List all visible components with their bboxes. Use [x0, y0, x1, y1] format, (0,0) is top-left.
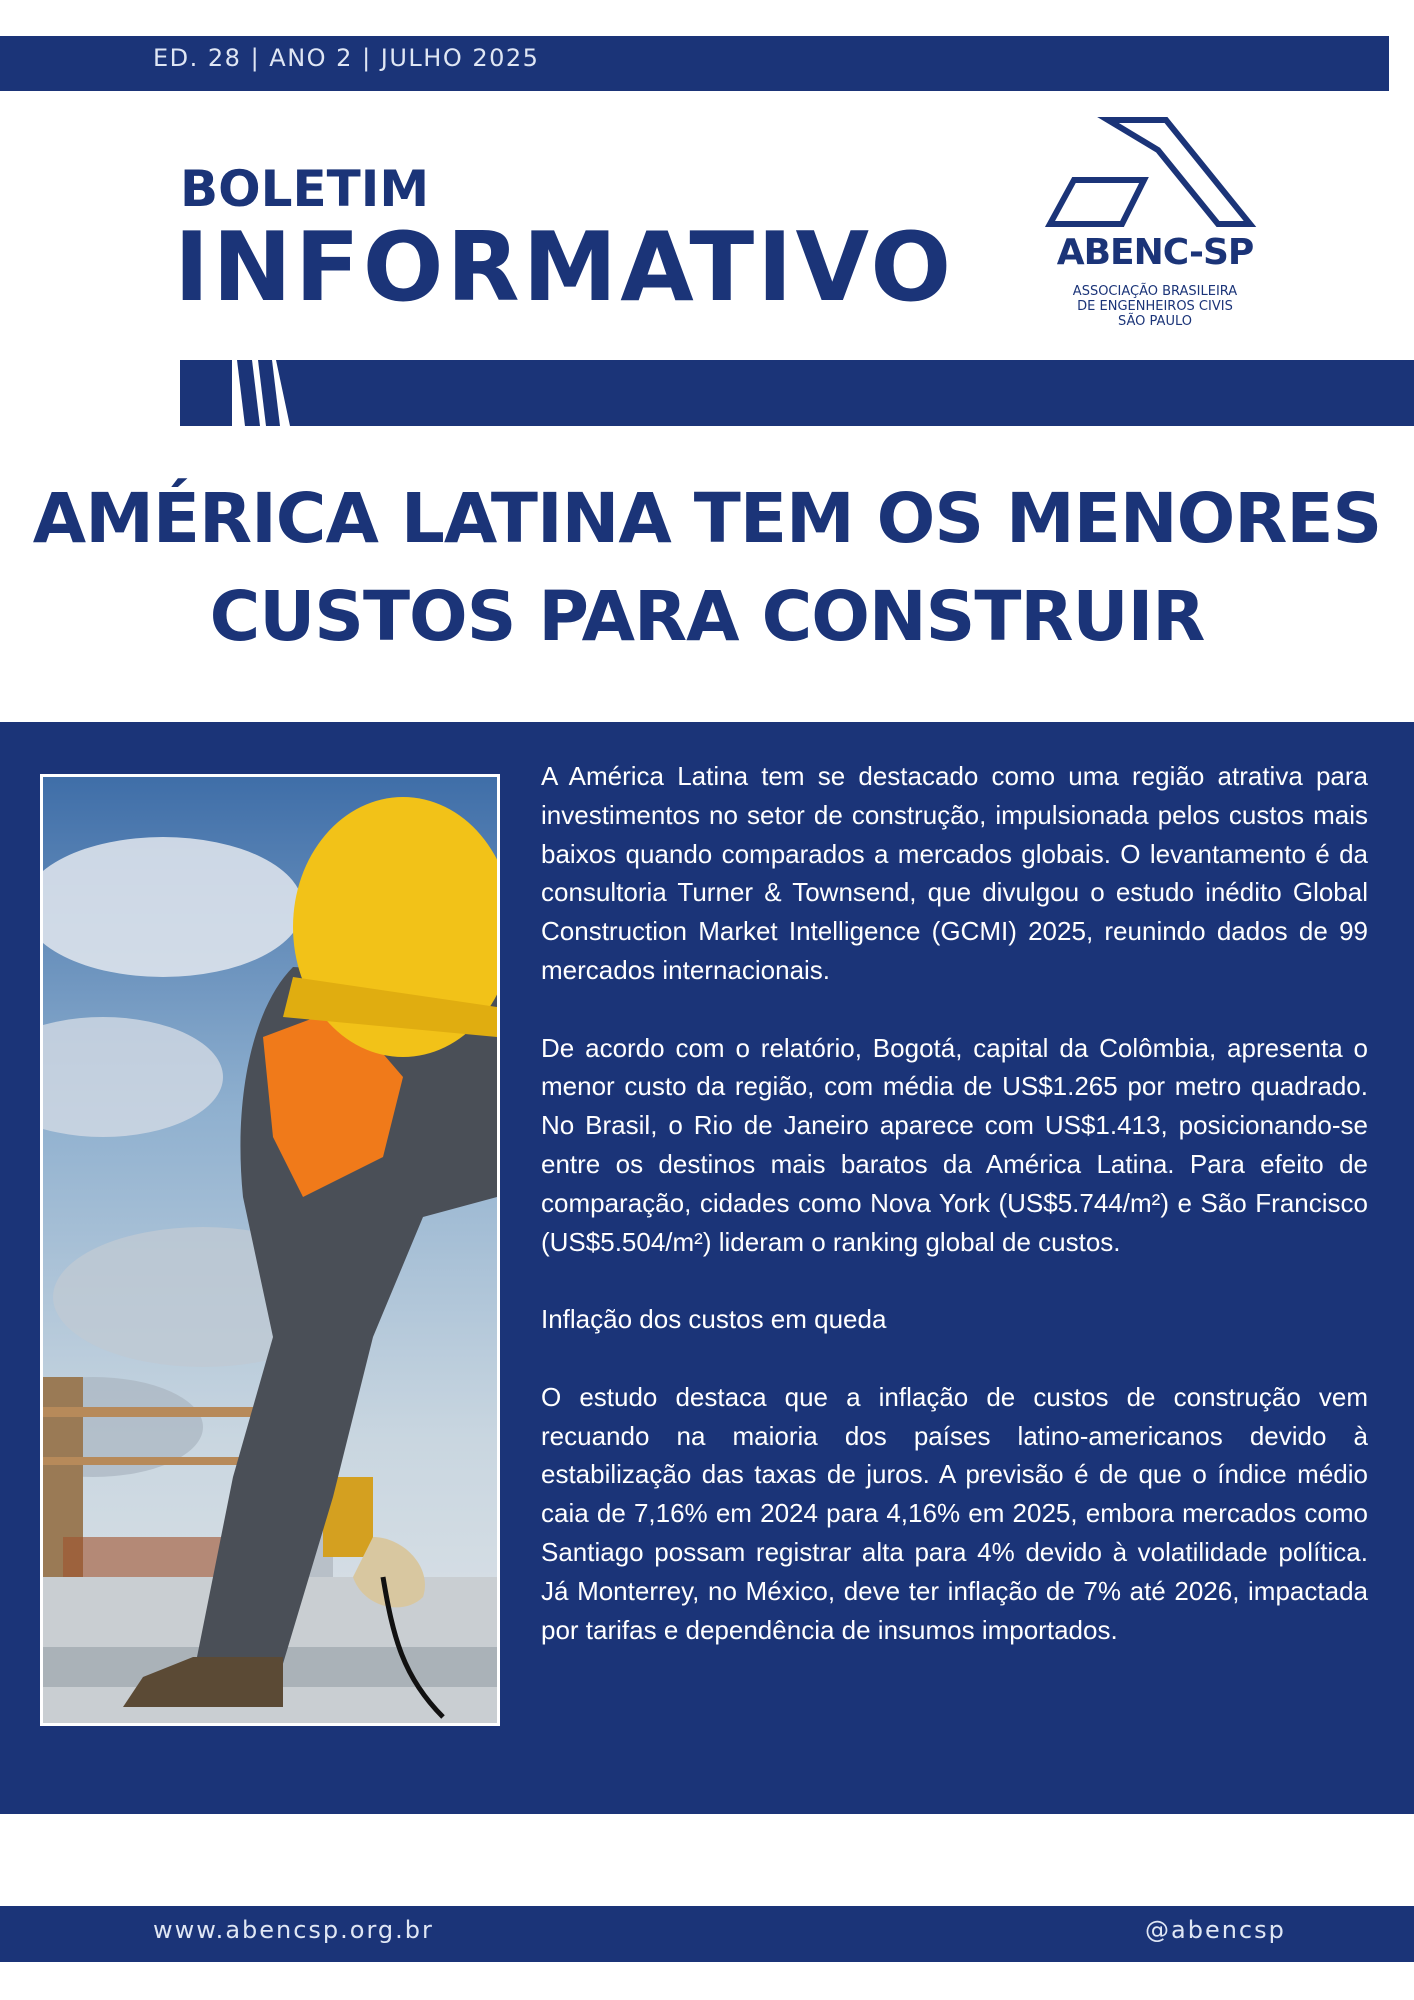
construction-worker-photo: [40, 774, 500, 1726]
article-paragraph: De acordo com o relatório, Bogotá, capital da Colômbia, apresenta o menor custo da região, com média de US$1.265 por metro quadrado. No Brasil, o Rio de Janeiro aparece com US$1.413, posicionando-se entre os destinos mais baratos da América Latina. Para efeito de comparação, cidades como Nova York (US$5.744/m²) e São Francisco (US$5.504/m²) lideram o ranking global de custos.: [541, 1032, 1368, 1257]
abenc-logo-icon: [1040, 114, 1270, 234]
logo-subtitle-line: SÃO PAULO: [1118, 314, 1192, 329]
article-body: [541, 757, 1368, 1688]
edition-info: ED. 28 | ANO 2 | JULHO 2025: [153, 44, 540, 72]
logo-subtitle-line: DE ENGENHEIROS CIVIS: [1077, 299, 1233, 314]
article-paragraph: A América Latina tem se destacado como uma região atrativa para investimentos no setor de construção, impulsionada pelos custos mais baixos quando comparados a mercados globais. O levantamento é da consultoria Turner & Townsend, que divulgou o estudo inédito Global Construction Market Intelligence (GCMI) 2025, reunindo dados de 99 mercados internacionais.: [541, 761, 1368, 985]
logo-subtitle-line: ASSOCIAÇÃO BRASILEIRA: [1072, 284, 1238, 299]
article-subheading: Inflação dos custos em queda: [541, 1304, 887, 1335]
headline: [0, 470, 1414, 666]
website-link[interactable]: www.abencsp.org.br: [153, 1916, 434, 1944]
logo-name: ABENC-SP: [1056, 232, 1254, 273]
decorative-stripe-bar: [180, 360, 1414, 426]
bulletin-title: INFORMATIVO: [174, 213, 955, 323]
bulletin-label: BOLETIM: [180, 160, 430, 218]
headline-line-1: AMÉRICA LATINA TEM OS MENORES: [32, 479, 1382, 559]
logo-subtitle: [1040, 284, 1270, 329]
article-paragraph: O estudo destaca que a inflação de custos de construção vem recuando na maioria dos países latino-americanos devido à estabilização das taxas de juros. A previsão é de que o índice médio caia de 7,16% em 2024 para 4,16% em 2025, embora mercados como Santiago possam registrar alta para 4% devido à volatilidade política. Já Monterrey, no México, deve ter inflação de 7% até 2026, impactada por tarifas e dependência de insumos importados.: [541, 1381, 1368, 1645]
headline-line-2: CUSTOS PARA CONSTRUIR: [209, 577, 1205, 657]
social-handle[interactable]: @abencsp: [1145, 1916, 1286, 1944]
worker-illustration: [43, 777, 497, 1723]
abenc-logo: [1040, 114, 1270, 339]
